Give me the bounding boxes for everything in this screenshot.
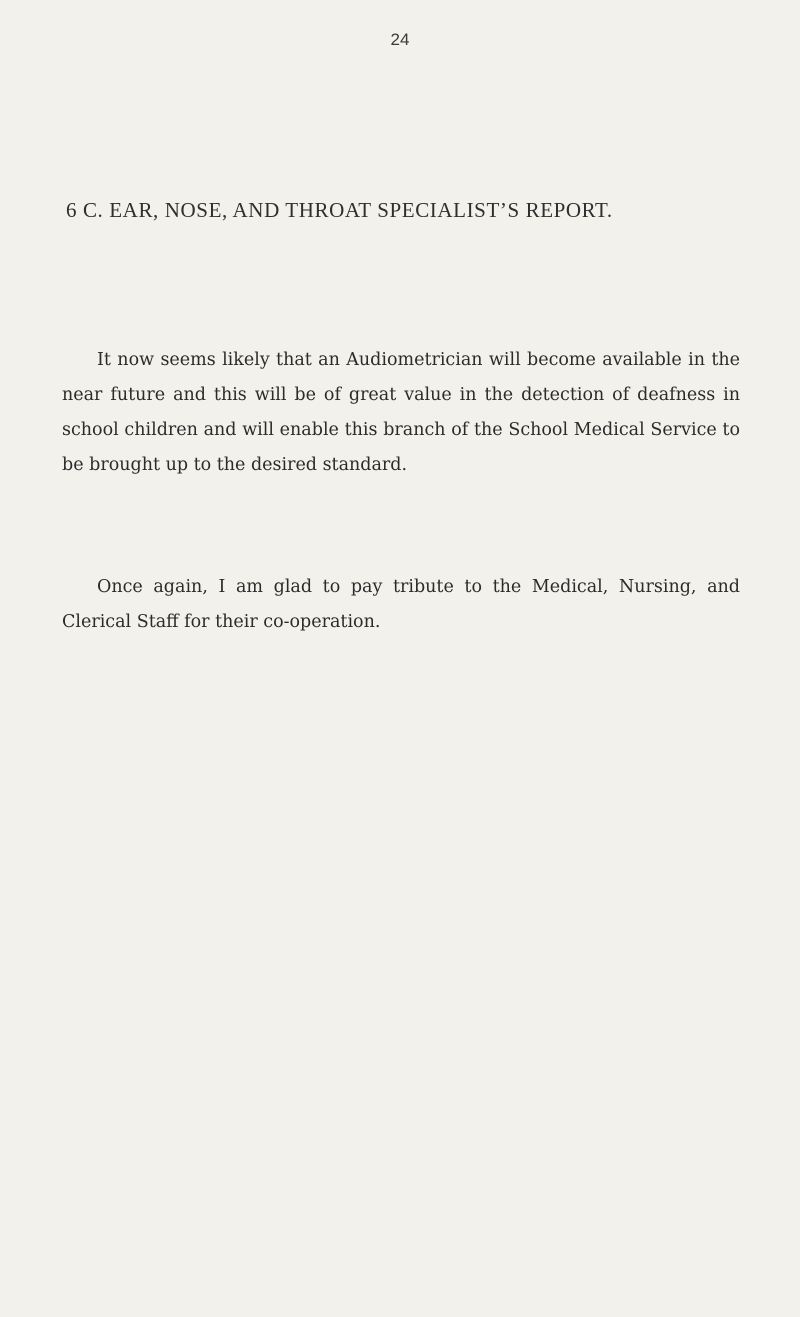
body-paragraph-2: Once again, I am glad to pay tribute to the Medical, Nursing, and Clerical Staff for their co-operation. (62, 577, 740, 632)
body-paragraph-1: It now seems likely that an Audiometrician will become available in the near future and this will be of great value in the detection of deafness in school children and will enable this branch of the School Medical Service to be brought up to the desired standard. (62, 350, 740, 475)
page-number: 24 (390, 30, 410, 49)
section-heading: 6 C. EAR, NOSE, AND THROAT SPECIALIST’S REPORT. (66, 198, 613, 222)
